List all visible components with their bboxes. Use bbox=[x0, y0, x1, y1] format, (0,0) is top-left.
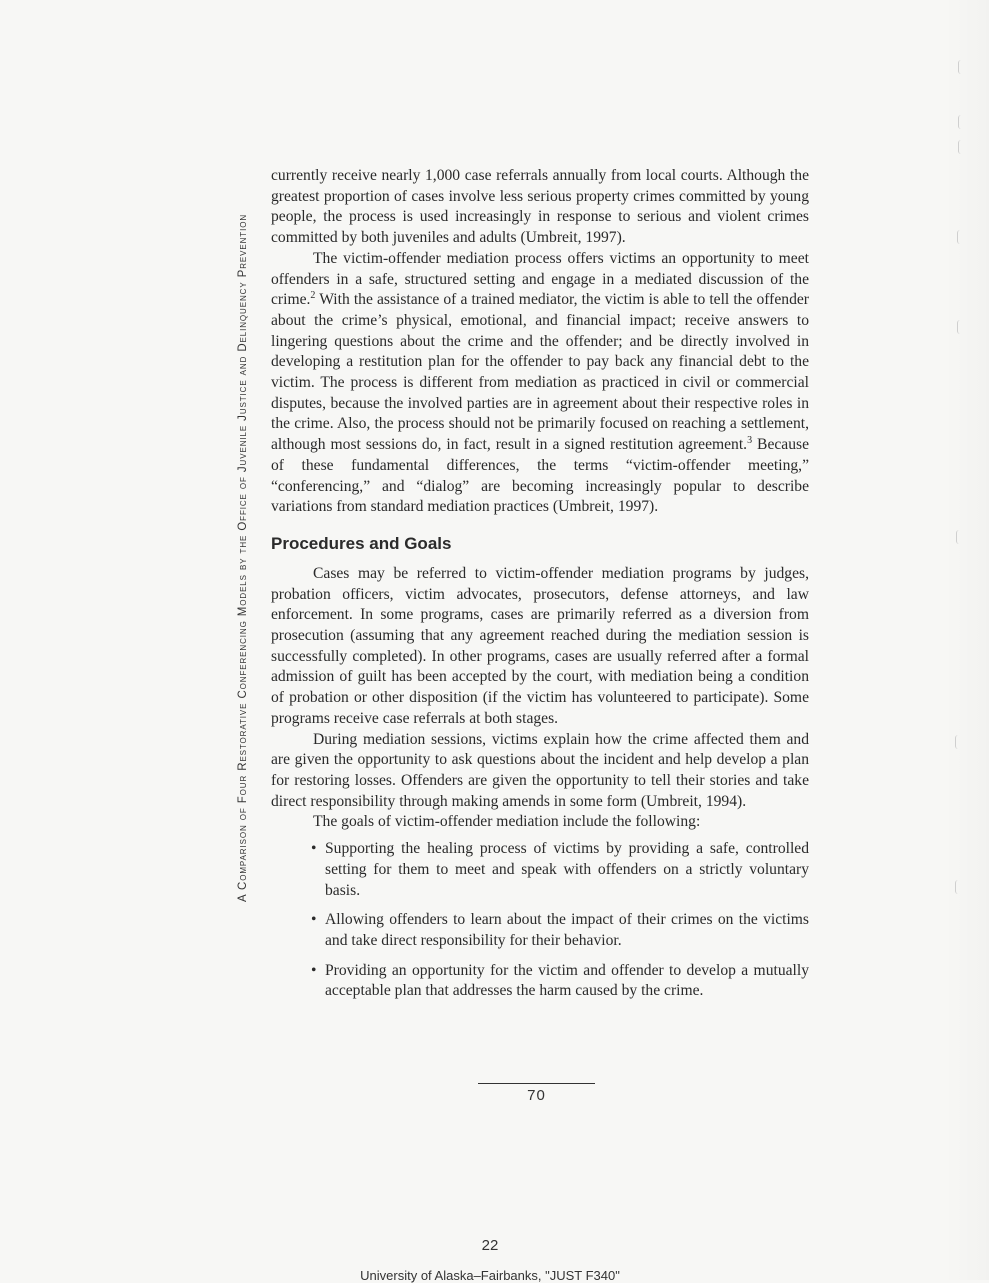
page-edge-mark bbox=[956, 530, 960, 544]
section-heading: Procedures and Goals bbox=[271, 533, 452, 553]
paragraph-text: With the assistance of a trained mediator, the victim is able to tell the offender about the crime’s physical, emotional, and financial impact; receive answers to lingering questions about the crime and the offender; and be directly involved in developing a restitution plan for the offender to pay back any financial debt to the victim. The process is different from mediation as practiced in civil or commercial disputes, because the involved parties are in agreement about their respective roles in the crime. Also, the process should not be primarily focused on reaching a settlement, although most sessions do, in fact, result in a signed restitution agreement. bbox=[271, 291, 809, 454]
page-edge-shadow bbox=[944, 0, 989, 1280]
bullet-icon: • bbox=[311, 840, 317, 858]
paragraph-text: The victim-offender mediation process offers victims an opportunity to meet offenders in a safe, structured setting and engage in a mediated discussion of the crime. bbox=[271, 249, 809, 309]
list-item-text: Allowing offenders to learn about the impact of their crimes on the victims and take direct responsibility for their behavior. bbox=[325, 911, 809, 949]
footnote-ref: 2 bbox=[310, 290, 316, 302]
list-item-text: Providing an opportunity for the victim and offender to develop a mutually acceptable plan that addresses the harm caused by the crime. bbox=[325, 961, 809, 1000]
paragraph-continued: currently receive nearly 1,000 case referrals annually from local courts. Although the greatest proportion of cases involve less serious property crimes committed by young people, the process is used increasingly in response to serious and violent crimes committed by both juveniles and adults (Umbreit, 1997). bbox=[271, 167, 809, 247]
page-number-rule bbox=[478, 1083, 595, 1084]
list-item bbox=[311, 910, 809, 951]
bullet-icon: • bbox=[311, 961, 317, 979]
page-edge-mark bbox=[957, 320, 961, 334]
footnote-ref: 3 bbox=[747, 435, 753, 447]
page-edge-mark bbox=[955, 880, 959, 894]
paragraph-text: Because of these fundamental differences, the terms “victim-offender meeting,” “conferencing,” and “dialog” are becoming increasingly popular to describe variations from standard mediation practices (Umbreit, 1997). bbox=[271, 436, 810, 516]
page-edge-mark bbox=[957, 230, 961, 244]
list-item bbox=[311, 839, 809, 901]
running-side-title: A Comparison of Four Restorative Conferencing Models by the Office of Juvenile Justice and Delinquency Prevention bbox=[237, 214, 249, 902]
page-edge-mark bbox=[958, 115, 962, 129]
paragraph-sessions: During mediation sessions, victims explain how the crime affected them and are given the opportunity to ask questions about the incident and help develop a plan for restoring losses. Offenders are given the opportunity to tell their stories and take direct responsibility through making amends in some form (Umbreit, 1994). bbox=[271, 730, 809, 810]
bullet-icon: • bbox=[311, 911, 317, 929]
paragraph-goals-intro: The goals of victim-offender mediation include the following: bbox=[313, 813, 701, 831]
list-item-text: Supporting the healing process of victims by providing a safe, controlled setting for them to meet and speak with offenders on a strictly voluntary basis. bbox=[325, 840, 809, 899]
footer-source-note: University of Alaska–Fairbanks, "JUST F340" bbox=[360, 1268, 620, 1283]
body-text bbox=[271, 166, 809, 1011]
scan-page-number: 22 bbox=[481, 1237, 499, 1254]
paragraph-mediation-process bbox=[271, 249, 809, 518]
list-item bbox=[311, 961, 809, 1002]
paragraph-referrals: Cases may be referred to victim-offender mediation programs by judges, probation officers, victim advocates, prosecutors, defense attorneys, and law enforcement. In some programs, cases are primarily referred as a diversion from prosecution (assuming that any agreement reached during the mediation session is successfully completed). In other programs, cases are usually referred after a formal admission of guilt has been accepted by the court, with mediation being a condition of probation or other disposition (if the victim has volunteered to participate). Some programs receive case referrals at both stages. bbox=[271, 564, 809, 727]
page-number: 70 bbox=[527, 1087, 546, 1104]
goals-list bbox=[271, 839, 809, 1002]
page-edge-mark bbox=[955, 735, 959, 749]
page-edge-mark bbox=[958, 140, 962, 154]
page-edge-mark bbox=[958, 60, 962, 74]
